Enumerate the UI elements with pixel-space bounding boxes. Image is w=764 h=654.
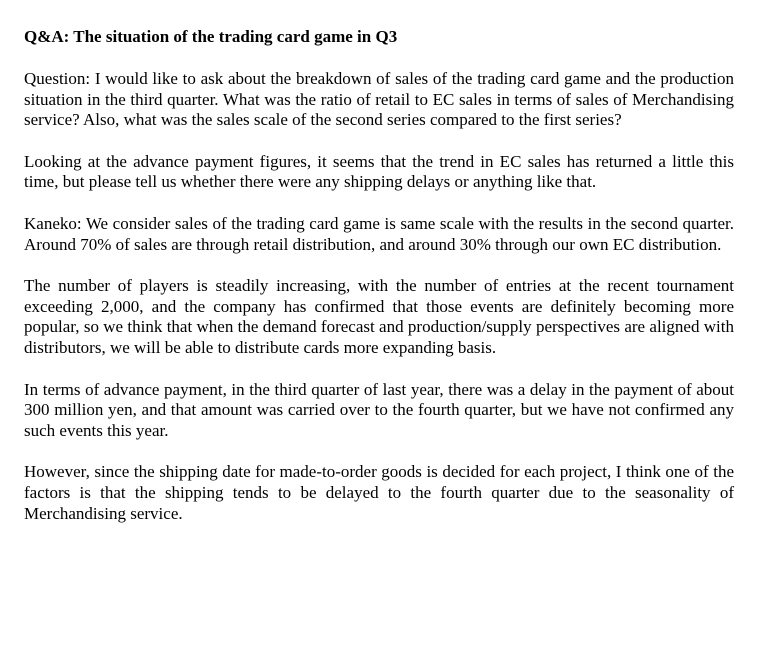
question-paragraph: Question: I would like to ask about the breakdown of sales of the trading card game and the production situation in the third quarter. What was the ratio of retail to EC sales in terms of sales of Merchandising service? Also, what was the sales scale of the second series compared to the first series? <box>24 69 734 130</box>
answer-paragraph-sales-ratio: Kaneko: We consider sales of the trading card game is same scale with the results in the second quarter. Around 70% of sales are through retail distribution, and around 30% through our own EC distribution. <box>24 213 734 254</box>
question-followup-paragraph: Looking at the advance payment figures, it seems that the trend in EC sales has returned a little this time, but please tell us whether there were any shipping delays or anything like that. <box>24 151 734 192</box>
document-page <box>24 26 734 545</box>
answer-paragraph-players: The number of players is steadily increasing, with the number of entries at the recent tournament exceeding 2,000, and the company has confirmed that those events are definitely becoming more popular, so we think that when the demand forecast and production/supply perspectives are aligned with distributors, we will be able to distribute cards more expanding basis. <box>24 276 734 357</box>
answer-paragraph-shipping: However, since the shipping date for made-to-order goods is decided for each project, I think one of the factors is that the shipping tends to be delayed to the fourth quarter due to the seasonality of Merchandising service. <box>24 462 734 523</box>
document-title: Q&A: The situation of the trading card game in Q3 <box>24 27 398 46</box>
answer-paragraph-advance-payment: In terms of advance payment, in the third quarter of last year, there was a delay in the payment of about 300 million yen, and that amount was carried over to the fourth quarter, but we have not confirmed any such events this year. <box>24 379 734 440</box>
